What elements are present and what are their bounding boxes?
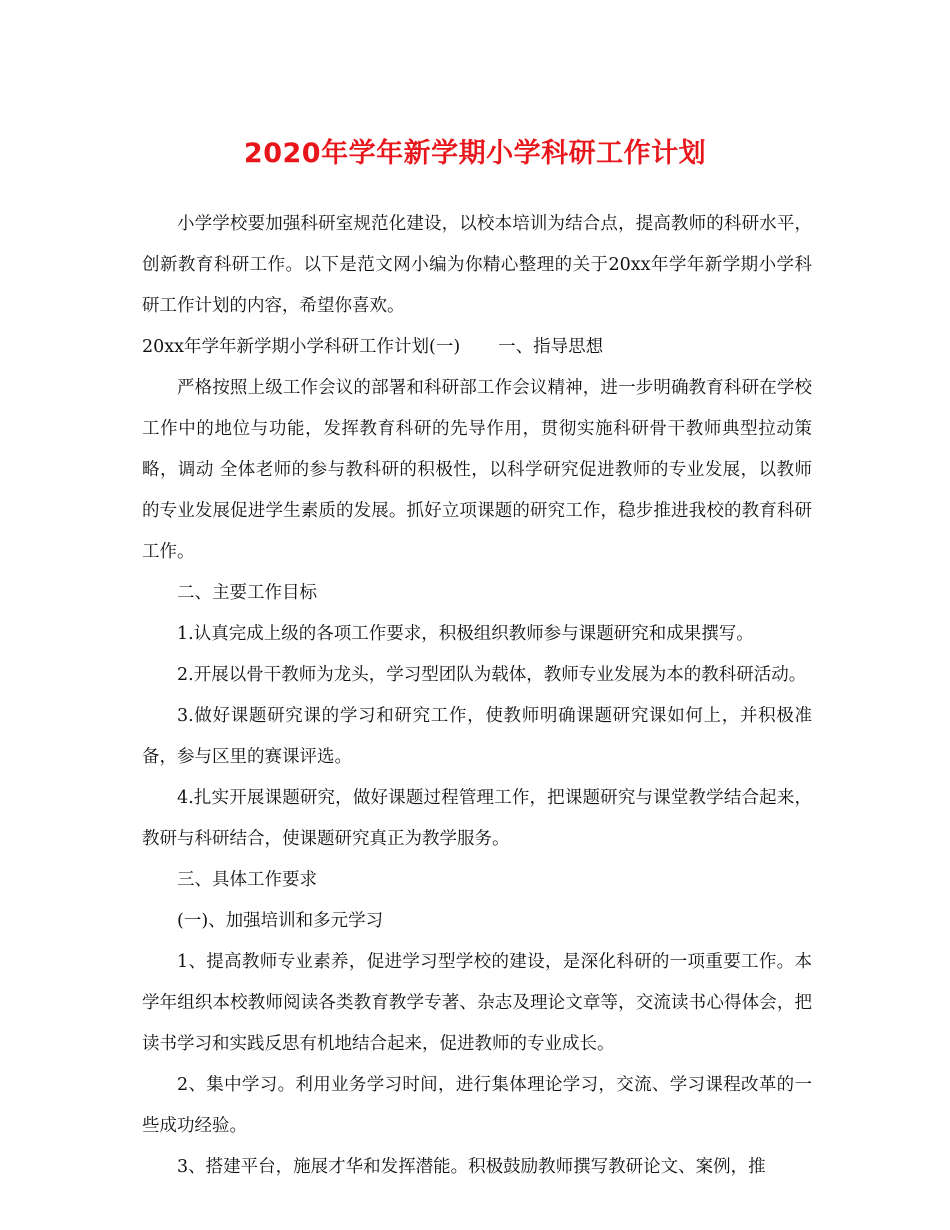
requirement-item: 2、集中学习。利用业务学习时间，进行集体理论学习，交流、学习课程改革的一些成功经验。 bbox=[142, 1075, 812, 1136]
goal-item: 2.开展以骨干教师为龙头，学习型团队为载体，教师专业发展为本的教科研活动。 bbox=[177, 665, 807, 685]
document-body bbox=[142, 204, 812, 1188]
requirement-item: 1、提高教师专业素养，促进学习型学校的建设，是深化科研的一项重要工作。本学年组织本校教师阅读各类教育教学专著、杂志及理论文章等，交流读书心得体会，把读书学习和实践反思有机地结合起来，促进教师的专业成长。 bbox=[142, 952, 812, 1054]
section1-paragraph: 严格按照上级工作会议的部署和科研部工作会议精神，进一步明确教育科研在学校工作中的地位与功能，发挥教育科研的先导作用，贯彻实施科研骨干教师典型拉动策略，调动 全体老师的参与教科研的积极性，以科学研究促进教师的专业发展，以教师的专业发展促进学生素质的发展。抓好立项课题的研究工作，稳步推进我校的教育科研工作。 bbox=[142, 378, 812, 562]
section2-heading: 二、主要工作目标 bbox=[177, 583, 317, 603]
section1-heading: 一、指导思想 bbox=[498, 337, 604, 357]
goal-item: 1.认真完成上级的各项工作要求，积极组织教师参与课题研究和成果撰写。 bbox=[177, 624, 754, 644]
section3-heading: 三、具体工作要求 bbox=[177, 870, 317, 890]
plan-heading: 20xx年学年新学期小学科研工作计划(一) bbox=[142, 337, 461, 357]
subsection1-heading: (一)、加强培训和多元学习 bbox=[177, 911, 384, 931]
plan-heading-line bbox=[142, 327, 812, 368]
intro-paragraph: 小学学校要加强科研室规范化建设，以校本培训为结合点，提高教师的科研水平，创新教育科研工作。以下是范文网小编为你精心整理的关于20xx年学年新学期小学科研工作计划的内容，希望你喜欢。 bbox=[142, 214, 812, 316]
goal-item: 4.扎实开展课题研究，做好课题过程管理工作，把课题研究与课堂教学结合起来，教研与科研结合，使课题研究真正为教学服务。 bbox=[142, 788, 812, 849]
goal-item: 3.做好课题研究课的学习和研究工作，使教师明确课题研究课如何上，并积极准备，参与区里的赛课评选。 bbox=[142, 706, 812, 767]
document-title: 2020年学年新学期小学科研工作计划 bbox=[243, 138, 707, 169]
requirement-item: 3、搭建平台，施展才华和发挥潜能。积极鼓励教师撰写教研论文、案例，推 bbox=[177, 1157, 766, 1177]
